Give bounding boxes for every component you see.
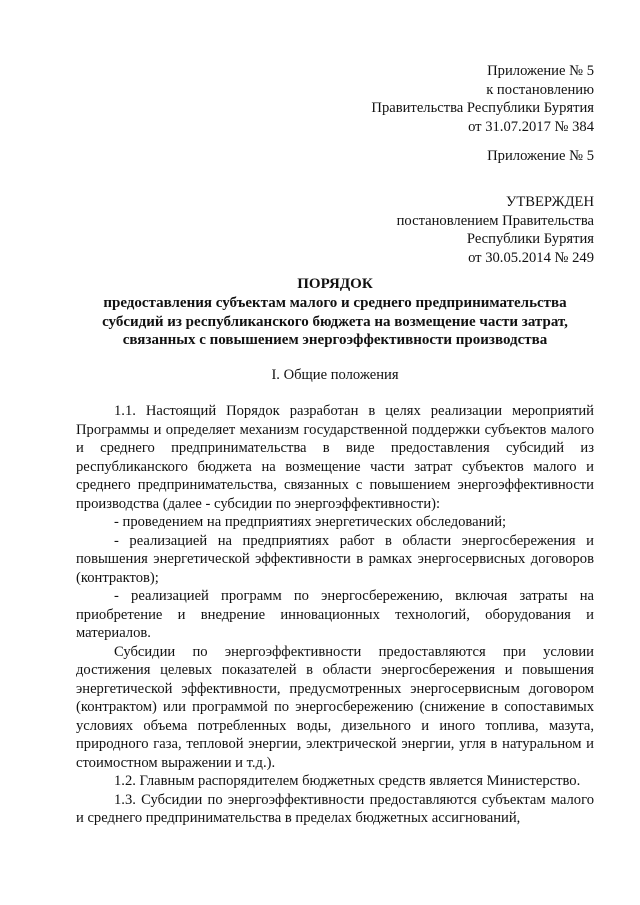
section-heading: I. Общие положения bbox=[271, 367, 399, 383]
approval-issuer: Республики Бурятия bbox=[466, 231, 594, 247]
document-subtitle: предоставления субъектам малого и среднего предпринимательства субсидий из республиканского бюджета на возмещение части затрат, связанных с повышением энергоэффективности производства bbox=[102, 295, 568, 348]
list-item: - реализацией на предприятиях работ в области энергосбережения и повышения энергетической эффективности в рамках энергосервисных договоров (контрактов); bbox=[76, 532, 594, 586]
approval-resolution: постановлением Правительства bbox=[396, 212, 594, 229]
list-item: - проведением на предприятиях энергетических обследований; bbox=[114, 514, 507, 530]
paragraph-1-1: 1.1. Настоящий Порядок разработан в целях реализации мероприятий Программы и определяет механизм государственной поддержки субъектов малого и среднего предпринимательства в виде предоставления субсидий из республиканского бюджета на возмещение части затрат субъектов малого и среднего предпринимательства, связанных с повышением энергоэффективности производства (далее - субсидии по энергоэффективности): bbox=[76, 403, 594, 512]
appendix-repeat: Приложение № 5 bbox=[487, 148, 594, 164]
appendix-issuer: Правительства Республики Бурятия bbox=[371, 100, 594, 116]
document-title: ПОРЯДОК bbox=[297, 276, 373, 292]
approval-stamp: УТВЕРЖДЕН bbox=[506, 194, 594, 210]
list-item: - реализацией программ по энергосбережению, включая затраты на приобретение и внедрение инновационных технологий, оборудования и материалов. bbox=[76, 588, 594, 641]
appendix-reference: к постановлению bbox=[486, 81, 594, 98]
approval-date: от 30.05.2014 № 249 bbox=[468, 249, 594, 266]
approval-block bbox=[397, 193, 594, 267]
appendix-header bbox=[371, 62, 594, 136]
appendix-repeat-block bbox=[487, 147, 594, 166]
paragraph-1-2: 1.2. Главным распорядителем бюджетных средств является Министерство. bbox=[114, 773, 581, 789]
paragraph-conditions: Субсидии по энергоэффективности предоставляются при условии достижения целевых показателей в области энергосбережения и повышения энергетической эффективности, предусмотренных энергосервисным договором (контрактом) или программой по энергосбережению (снижение в сопоставимых условиях объема потребленных воды, дизельного и иного топлива, мазута, природного газа, тепловой энергии, электрической энергии, угля в натуральном и стоимостном выражении и т.д.). bbox=[76, 643, 594, 771]
paragraph-1-3: 1.3. Субсидии по энергоэффективности предоставляются субъектам малого и среднего предпринимательства в пределах бюджетных ассигнований, bbox=[76, 791, 594, 826]
appendix-date: от 31.07.2017 № 384 bbox=[468, 118, 594, 135]
appendix-number: Приложение № 5 bbox=[487, 63, 594, 79]
document-body bbox=[76, 402, 594, 828]
